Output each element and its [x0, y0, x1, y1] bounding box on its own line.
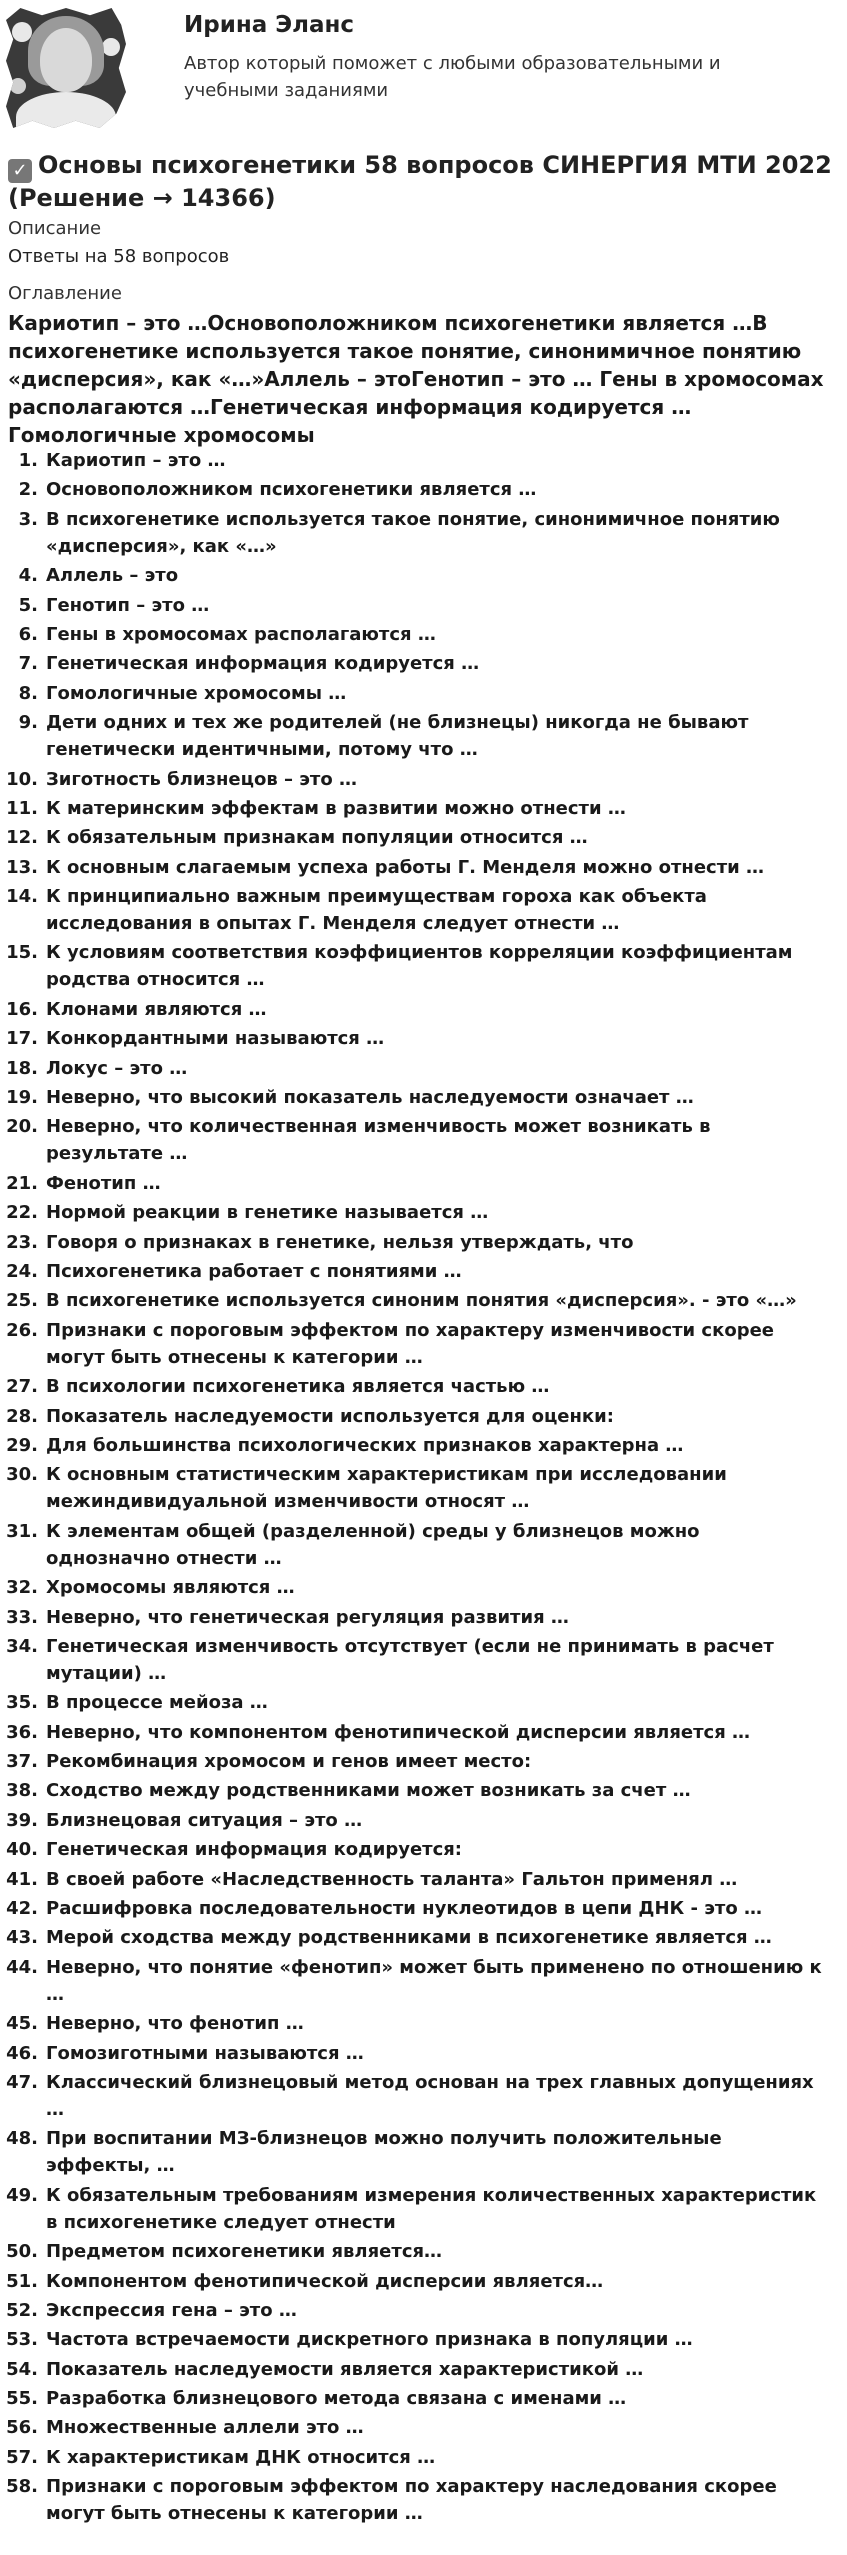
toc-item-text: Генетическая изменчивость отсутствует (если не принимать в расчет мутации) … — [46, 1635, 774, 1684]
toc-item-number: 42. — [6, 1898, 38, 1920]
toc-item-number: 15. — [6, 942, 38, 964]
toc-item — [0, 1633, 847, 1687]
toc-item — [0, 854, 847, 881]
toc-item-number: 51. — [6, 2270, 38, 2292]
toc-item-number: 32. — [6, 1577, 38, 1599]
toc-item — [0, 1403, 847, 1430]
toc-item-number: 14. — [6, 886, 38, 908]
toc-item-text: Предметом психогенетики является… — [46, 2241, 443, 2263]
avatar-decoration — [10, 78, 26, 94]
toc-item — [0, 939, 847, 993]
toc-item-number: 55. — [6, 2388, 38, 2410]
toc-item — [0, 562, 847, 589]
toc-item — [0, 1055, 847, 1082]
toc-item-number: 47. — [6, 2071, 38, 2093]
description-label: Описание — [8, 218, 102, 239]
toc-item-text: Мерой сходства между родственниками в психогенетике является … — [46, 1927, 772, 1949]
toc-item-text: Классический близнецовый метод основан на трех главных допущениях … — [46, 2071, 814, 2120]
toc-item — [0, 1924, 847, 1951]
avatar-shoulders — [16, 92, 116, 128]
toc-item — [0, 1229, 847, 1256]
toc-item-text: Гомологичные хромосомы … — [46, 682, 347, 704]
toc-item-text: К принципиально важным преимуществам гороха как объекта исследования в опытах Г. Менделя следует отнести … — [46, 886, 707, 935]
toc-item — [0, 2238, 847, 2265]
description-text: Ответы на 58 вопросов — [8, 246, 230, 267]
toc-item — [0, 506, 847, 560]
toc-item — [0, 1258, 847, 1285]
toc-item — [0, 2356, 847, 2383]
toc-item-number: 40. — [6, 1839, 38, 1861]
toc-item-text: Экспрессия гена – это … — [46, 2299, 297, 2321]
toc-item — [0, 1025, 847, 1052]
toc-item — [0, 1373, 847, 1400]
toc-item-text: Аллель – это — [46, 565, 179, 587]
toc-item-text: К условиям соответствия коэффициентов корреляции коэффициентам родства относится … — [46, 942, 793, 991]
author-avatar[interactable] — [6, 8, 126, 128]
toc-item — [0, 1954, 847, 2008]
toc-item-number: 34. — [6, 1635, 38, 1657]
toc-item-text: Гены в хромосомах располагаются … — [46, 623, 436, 645]
toc-item-text: Основоположником психогенетики является … — [46, 479, 537, 501]
toc-item — [0, 2326, 847, 2353]
toc-item-text: Генотип – это … — [46, 594, 210, 616]
toc-item — [0, 1895, 847, 1922]
toc-item-text: Сходство между родственниками может возникать за счет … — [46, 1780, 691, 1802]
toc-heading: Кариотип – это …Основоположником психогенетики является …В психогенетике используется такое понятие, синонимичное понятию «дисперсия», как «…»Аллель – этоГенотип – это … Гены в хромосомах располагаются …Генетическая информация кодируется …Гомологичные хромосомы — [8, 311, 824, 447]
toc-item — [0, 1287, 847, 1314]
toc-item-number: 25. — [6, 1290, 38, 1312]
toc-item — [0, 1199, 847, 1226]
toc-item-number: 11. — [6, 797, 38, 819]
toc-item — [0, 476, 847, 503]
toc-item — [0, 1518, 847, 1572]
toc-item-number: 5. — [18, 594, 38, 616]
toc-item — [0, 2040, 847, 2067]
toc-item-number: 43. — [6, 1927, 38, 1949]
toc-item-text: Неверно, что компонентом фенотипической дисперсии является … — [46, 1721, 751, 1743]
toc-item-text: Признаки с пороговым эффектом по характеру наследования скорее могут быть отнесены к категории … — [46, 2476, 777, 2525]
toc-item-number: 3. — [18, 508, 38, 530]
toc-item-number: 52. — [6, 2299, 38, 2321]
toc-item-text: Показатель наследуемости используется для оценки: — [46, 1405, 614, 1427]
toc-item-text: Неверно, что количественная изменчивость может возникать в результате … — [46, 1116, 711, 1165]
toc-item-text: Генетическая информация кодируется: — [46, 1839, 463, 1861]
toc-item-text: В психогенетике используется синоним понятия «дисперсия». - это «…» — [46, 1290, 797, 1312]
toc-item-text: Неверно, что генетическая регуляция развития … — [46, 1606, 569, 1628]
toc-item-number: 41. — [6, 1868, 38, 1890]
toc-item-text: Рекомбинация хромосом и генов имеет место: — [46, 1751, 532, 1773]
toc-item-number: 6. — [18, 623, 38, 645]
toc-item-number: 48. — [6, 2128, 38, 2150]
toc-item — [0, 1807, 847, 1834]
toc-item — [0, 650, 847, 677]
toc-item-number: 26. — [6, 1319, 38, 1341]
toc-item — [0, 2125, 847, 2179]
toc-item-number: 27. — [6, 1376, 38, 1398]
toc-item — [0, 709, 847, 763]
avatar-decoration — [102, 38, 120, 56]
toc-item-number: 21. — [6, 1172, 38, 1194]
toc-item — [0, 1689, 847, 1716]
toc-item-text: В своей работе «Наследственность таланта» Гальтон применял … — [46, 1868, 738, 1890]
toc-item-text: Дети одних и тех же родителей (не близнецы) никогда не бывают генетически идентичными, потому что … — [46, 712, 749, 761]
toc-item — [0, 1461, 847, 1515]
toc-item-text: Психогенетика работает с понятиями … — [46, 1260, 462, 1282]
toc-item-number: 22. — [6, 1202, 38, 1224]
toc-item-number: 20. — [6, 1116, 38, 1138]
toc-item-text: Гомозиготными называются … — [46, 2042, 364, 2064]
check-icon: ✓ — [8, 159, 32, 183]
toc-item-number: 7. — [18, 653, 38, 675]
toc-item-text: Говоря о признаках в генетике, нельзя утверждать, что — [46, 1231, 634, 1253]
toc-item-number: 36. — [6, 1721, 38, 1743]
toc-item-text: Расшифровка последовательности нуклеотидов в цепи ДНК - это … — [46, 1898, 762, 1920]
toc-item-number: 35. — [6, 1692, 38, 1714]
toc-item — [0, 2414, 847, 2441]
toc-item-number: 4. — [18, 565, 38, 587]
toc-item — [0, 2010, 847, 2037]
toc-item — [0, 1836, 847, 1863]
toc-item-number: 2. — [18, 479, 38, 501]
toc-item — [0, 824, 847, 851]
toc-item — [0, 1170, 847, 1197]
toc-item-text: К основным слагаемым успеха работы Г. Менделя можно отнести … — [46, 856, 765, 878]
toc-item — [0, 795, 847, 822]
toc-item-number: 44. — [6, 1956, 38, 1978]
toc-item-text: Локус – это … — [46, 1057, 188, 1079]
toc-item — [0, 680, 847, 707]
toc-item-text: К характеристикам ДНК относится … — [46, 2446, 436, 2468]
toc-item-text: Клонами являются … — [46, 998, 267, 1020]
toc-item-text: К основным статистическим характеристикам при исследовании межиндивидуальной изменчивости относят … — [46, 1464, 727, 1513]
toc-item — [0, 592, 847, 619]
toc-item-number: 57. — [6, 2446, 38, 2468]
toc-item-text: Показатель наследуемости является характеристикой … — [46, 2358, 644, 2380]
toc-item-number: 45. — [6, 2013, 38, 2035]
toc-item — [0, 2385, 847, 2412]
toc-item-number: 10. — [6, 768, 38, 790]
toc-item-number: 19. — [6, 1087, 38, 1109]
toc-item — [0, 1604, 847, 1631]
toc-item — [0, 1432, 847, 1459]
toc-item — [0, 447, 847, 474]
toc-item-number: 33. — [6, 1606, 38, 1628]
toc-item — [0, 1574, 847, 1601]
toc-item — [0, 1866, 847, 1893]
toc-item — [0, 1084, 847, 1111]
toc-list — [0, 447, 847, 2530]
toc-item-number: 8. — [18, 682, 38, 704]
toc-item-number: 18. — [6, 1057, 38, 1079]
author-name[interactable]: Ирина Эланс — [184, 12, 355, 38]
toc-item-number: 17. — [6, 1028, 38, 1050]
toc-item-number: 56. — [6, 2417, 38, 2439]
toc-item — [0, 621, 847, 648]
toc-item-text: Зиготность близнецов – это … — [46, 768, 357, 790]
toc-item — [0, 1748, 847, 1775]
toc-item — [0, 1777, 847, 1804]
toc-label: Оглавление — [8, 283, 122, 304]
toc-item — [0, 2297, 847, 2324]
toc-item-text: Неверно, что понятие «фенотип» может быть применено по отношению к … — [46, 1956, 822, 2005]
toc-item-number: 1. — [18, 450, 38, 471]
toc-item-number: 50. — [6, 2241, 38, 2263]
toc-item-text: Генетическая информация кодируется … — [46, 653, 480, 675]
product-title — [8, 150, 838, 214]
toc-item-text: К элементам общей (разделенной) среды у близнецов можно однозначно отнести … — [46, 1520, 700, 1569]
toc-item-text: К материнским эффектам в развитии можно отнести … — [46, 797, 626, 819]
toc-item-number: 37. — [6, 1751, 38, 1773]
toc-item-number: 24. — [6, 1260, 38, 1282]
toc-item-text: Частота встречаемости дискретного признака в популяции … — [46, 2329, 693, 2351]
author-card — [0, 0, 847, 132]
toc-item — [0, 883, 847, 937]
toc-item-text: В процессе мейоза … — [46, 1692, 268, 1714]
toc-item-text: В психологии психогенетика является частью … — [46, 1376, 550, 1398]
toc-item-text: При воспитании МЗ-близнецов можно получить положительные эффекты, … — [46, 2128, 722, 2177]
toc-item-number: 38. — [6, 1780, 38, 1802]
toc-item-number: 9. — [18, 712, 38, 734]
toc-item-number: 13. — [6, 856, 38, 878]
toc-item — [0, 2473, 847, 2527]
toc-item-text: Близнецовая ситуация – это … — [46, 1809, 363, 1831]
toc-item-number: 58. — [6, 2476, 38, 2498]
toc-item-text: Кариотип – это … — [46, 450, 226, 471]
toc-item — [0, 1113, 847, 1167]
toc-item — [0, 766, 847, 793]
toc-item — [0, 996, 847, 1023]
toc-item — [0, 2069, 847, 2123]
toc-item — [0, 2268, 847, 2295]
toc-item — [0, 1719, 847, 1746]
toc-item-text: Неверно, что фенотип … — [46, 2013, 304, 2035]
toc-item-text: Конкордантными называются … — [46, 1028, 385, 1050]
toc-item-text: К обязательным требованиям измерения количественных характеристик в психогенетике следует отнести — [46, 2184, 817, 2233]
toc-item-text: Фенотип … — [46, 1172, 161, 1194]
toc-item-number: 31. — [6, 1520, 38, 1542]
toc-item-text: В психогенетике используется такое понятие, синонимичное понятию «дисперсия», как «…» — [46, 508, 780, 557]
toc-item-text: Неверно, что высокий показатель наследуемости означает … — [46, 1087, 694, 1109]
toc-item-number: 46. — [6, 2042, 38, 2064]
toc-item-number: 30. — [6, 1464, 38, 1486]
author-bio: Автор который поможет с любыми образовательными и учебными заданиями — [184, 53, 721, 101]
toc-item-number: 28. — [6, 1405, 38, 1427]
toc-item — [0, 2444, 847, 2471]
toc-item-number: 16. — [6, 998, 38, 1020]
toc-item-text: Нормой реакции в генетике называется … — [46, 1202, 489, 1224]
toc-item-number: 12. — [6, 827, 38, 849]
toc-item-number: 39. — [6, 1809, 38, 1831]
toc-item-number: 53. — [6, 2329, 38, 2351]
toc-item-number: 23. — [6, 1231, 38, 1253]
toc-item-number: 54. — [6, 2358, 38, 2380]
toc-item-text: Хромосомы являются … — [46, 1577, 295, 1599]
toc-item-text: Разработка близнецового метода связана с именами … — [46, 2388, 627, 2410]
toc-item-text: Для большинства психологических признаков характерна … — [46, 1434, 684, 1456]
toc-item-text: К обязательным признакам популяции относится … — [46, 827, 588, 849]
toc-item-number: 29. — [6, 1434, 38, 1456]
toc-item-text: Множественные аллели это … — [46, 2417, 364, 2439]
toc-item — [0, 1317, 847, 1371]
toc-item-text: Компонентом фенотипической дисперсии является… — [46, 2270, 604, 2292]
toc-item — [0, 2182, 847, 2236]
toc-item-text: Признаки с пороговым эффектом по характеру изменчивости скорее могут быть отнесены к категории … — [46, 1319, 774, 1368]
toc-item-number: 49. — [6, 2184, 38, 2206]
avatar-face — [40, 28, 92, 92]
product-title-text: Основы психогенетики 58 вопросов СИНЕРГИЯ МТИ 2022 (Решение → 14366) — [8, 151, 832, 212]
